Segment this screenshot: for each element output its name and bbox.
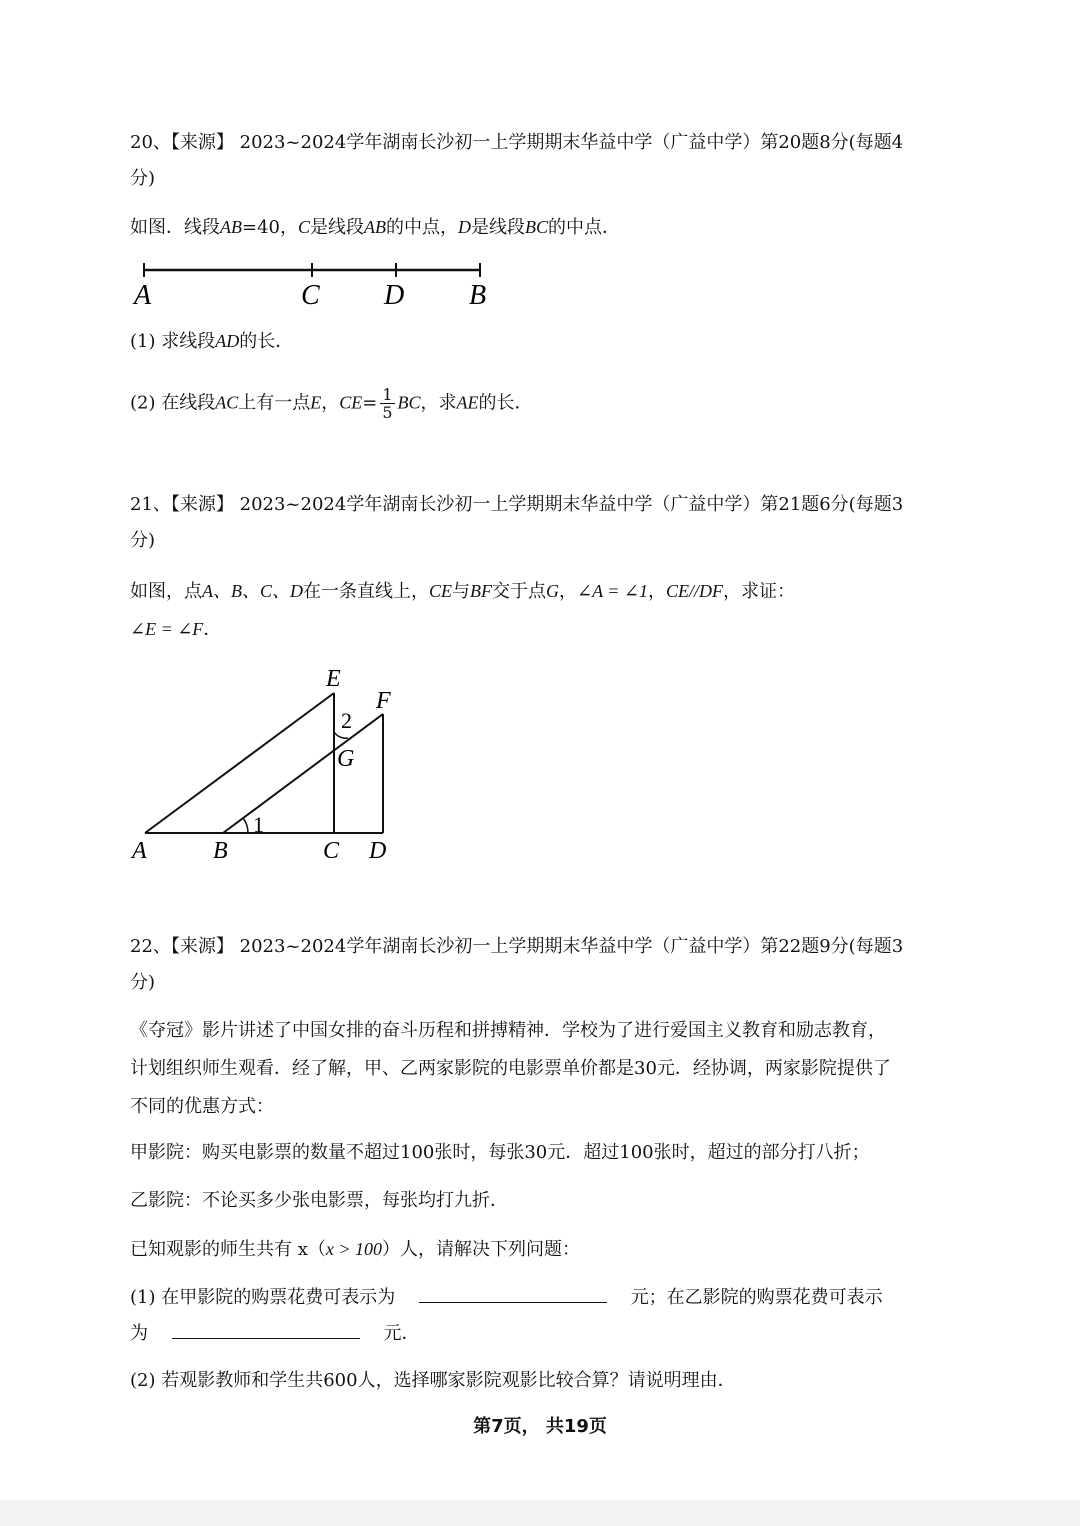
q21-triangle-figure	[120, 660, 420, 870]
q20-header-cont: 分)	[130, 168, 156, 189]
q22-part1-line1: (1) 在甲影院的购票花费可表示为 元；在乙影院的购票花费可表示	[130, 1284, 883, 1311]
q22-para-line2: 计划组织师生观看．经了解，甲、乙两家影院的电影票单价都是30元．经协调，两家影院提供了	[130, 1058, 891, 1079]
q21-header: 21、【来源】 2023~2024学年湖南长沙初一上学期期末华益中学（广益中学）第21题6分(每题3	[130, 494, 904, 515]
q21-stem-line2: ∠E = ∠F．	[130, 619, 222, 640]
q22-cinema-jia: 甲影院：购买电影票的数量不超过100张时，每张30元．超过100张时，超过的部分打八折；	[130, 1142, 870, 1163]
q22-part1-line2: 为 元．	[130, 1320, 419, 1347]
angle-1-arc	[243, 818, 248, 833]
q20-stem: 如图．线段AB=40，C是线段AB的中点，D是线段BC的中点．	[130, 217, 621, 238]
label-c: C	[301, 280, 320, 311]
q20-segment-figure	[130, 260, 510, 320]
answer-blank-jia[interactable]	[419, 1284, 607, 1303]
q20-part1: (1) 求线段AD的长．	[130, 331, 294, 352]
label-d: D	[384, 280, 405, 311]
line-ae	[145, 693, 334, 833]
fraction-one-fifth: $\frac{1}{5}$	[382, 385, 393, 422]
q22-para-line1: 《夺冠》影片讲述了中国女排的奋斗历程和拼搏精神．学校为了进行爱国主义教育和励志教育，	[130, 1020, 886, 1041]
label-c: C	[323, 838, 340, 864]
label-angle-2: 2	[341, 708, 352, 733]
q21-header-cont: 分)	[130, 530, 156, 551]
q22-header: 22、【来源】 2023~2024学年湖南长沙初一上学期期末华益中学（广益中学）第22题9分(每题3	[130, 936, 904, 957]
label-b: B	[469, 280, 487, 311]
q21-stem-line1: 如图，点A、B、C、D在一条直线上，CE与BF交于点G，∠A = ∠1，CE//DF，求证：	[130, 581, 795, 602]
label-a: A	[132, 838, 147, 864]
label-angle-1: 1	[253, 812, 264, 837]
q20-part2: (2) 在线段AC上有一点E，CE= $\frac{1}{5}$ BC，求AE的长．	[130, 385, 533, 422]
label-g: G	[337, 746, 355, 772]
q22-cinema-yi: 乙影院：不论买多少张电影票，每张均打九折．	[130, 1190, 508, 1211]
label-a: A	[134, 280, 152, 311]
label-e: E	[326, 666, 341, 692]
page-footer: 第7页， 共19页	[473, 1416, 607, 1437]
q22-known: 已知观影的师生共有 x（x > 100）人，请解决下列问题：	[130, 1239, 581, 1260]
q22-para-line3: 不同的优惠方式：	[130, 1096, 274, 1117]
answer-blank-yi[interactable]	[172, 1320, 360, 1339]
line-bf	[223, 714, 383, 833]
label-d: D	[369, 838, 387, 864]
q20-header: 20、【来源】 2023~2024学年湖南长沙初一上学期期末华益中学（广益中学）第20题8分(每题4	[130, 132, 904, 153]
bottom-edge-shade	[0, 1500, 1080, 1526]
label-b: B	[213, 838, 228, 864]
label-f: F	[376, 688, 391, 714]
q22-part2: (2) 若观影教师和学生共600人，选择哪家影院观影比较合算？请说明理由．	[130, 1370, 736, 1391]
q22-header-cont: 分)	[130, 972, 156, 993]
